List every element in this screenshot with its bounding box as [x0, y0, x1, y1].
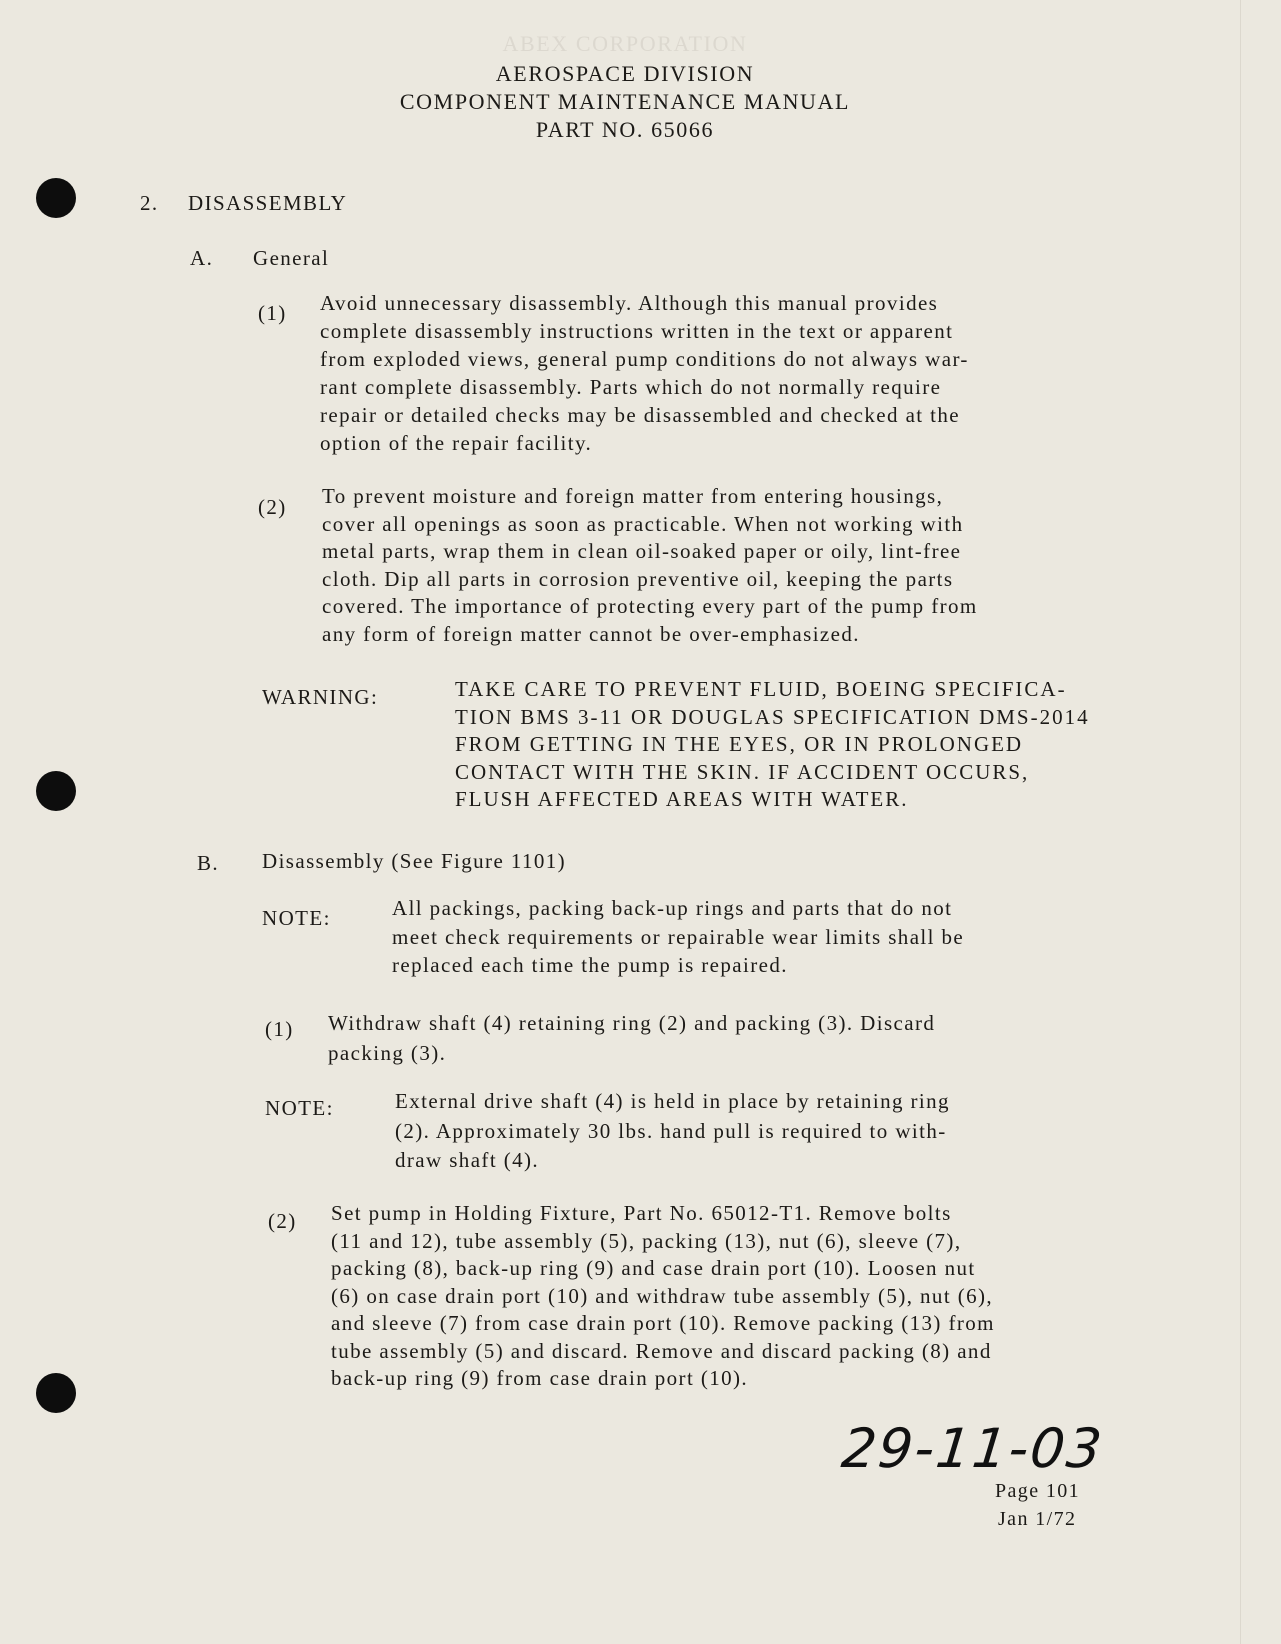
- text-line: TION BMS 3-11 OR DOUGLAS SPECIFICATION DMS-2014: [455, 704, 1090, 729]
- text-line: To prevent moisture and foreign matter from entering housings,: [322, 484, 944, 508]
- text-line: (6) on case drain port (10) and withdraw tube assembly (5), nut (6),: [331, 1283, 994, 1308]
- text-line: meet check requirements or repairable wear limits shall be: [392, 924, 965, 949]
- text-line: FLUSH AFFECTED AREAS WITH WATER.: [455, 787, 909, 811]
- text-line: packing (8), back-up ring (9) and case drain port (10). Loosen nut: [331, 1256, 976, 1280]
- text-line: TAKE CARE TO PREVENT FLUID, BOEING SPECIFICA-: [455, 677, 1067, 701]
- paragraph-a2: [322, 483, 978, 648]
- punch-hole: [36, 771, 76, 811]
- item-number: (2): [268, 1209, 297, 1233]
- paragraph-b2: [331, 1200, 995, 1393]
- sub-b-letter: B.: [197, 851, 220, 875]
- text-line: cover all openings as soon as practicable. When not working with: [322, 511, 964, 536]
- text-line: draw shaft (4).: [395, 1148, 540, 1172]
- note-label: NOTE:: [262, 906, 331, 930]
- text-line: All packings, packing back-up rings and parts that do not: [392, 896, 953, 920]
- text-line: Avoid unnecessary disassembly. Although this manual provides: [320, 291, 939, 315]
- header-division: AEROSPACE DIVISION: [495, 61, 755, 86]
- text-line: and sleeve (7) from case drain port (10). Remove packing (13) from: [331, 1311, 995, 1335]
- sub-a-title: General: [253, 246, 330, 270]
- text-line: rant complete disassembly. Parts which do not normally require: [320, 375, 942, 399]
- item-number: (2): [258, 495, 287, 519]
- text-line: metal parts, wrap them in clean oil-soaked paper or oily, lint-free: [322, 539, 962, 563]
- text-line: back-up ring (9) from case drain port (10).: [331, 1366, 749, 1390]
- text-line: Withdraw shaft (4) retaining ring (2) and packing (3). Discard: [328, 1011, 936, 1035]
- sub-a-letter: A.: [190, 246, 214, 270]
- text-line: replaced each time the pump is repaired.: [392, 953, 788, 977]
- text-line: repair or detailed checks may be disassembled and checked at the: [320, 403, 961, 427]
- text-line: CONTACT WITH THE SKIN. IF ACCIDENT OCCURS,: [455, 759, 1030, 784]
- text-line: covered. The importance of protecting every part of the pump from: [322, 594, 978, 618]
- text-line: tube assembly (5) and discard. Remove and discard packing (8) and: [331, 1338, 992, 1363]
- paragraph-b1: [328, 1008, 935, 1068]
- text-line: from exploded views, general pump conditions do not always war-: [320, 347, 969, 371]
- text-line: FROM GETTING IN THE EYES, OR IN PROLONGED: [455, 732, 1024, 756]
- text-line: cloth. Dip all parts in corrosion preventive oil, keeping the parts: [322, 566, 954, 591]
- text-line: (2). Approximately 30 lbs. hand pull is required to with-: [395, 1118, 947, 1143]
- header-manual: COMPONENT MAINTENANCE MANUAL: [399, 89, 851, 114]
- sub-b-title: Disassembly (See Figure 1101): [262, 849, 567, 873]
- item-number: (1): [265, 1017, 294, 1041]
- text-line: any form of foreign matter cannot be over-emphasized.: [322, 621, 860, 646]
- page-date: Jan 1/72: [998, 1508, 1077, 1530]
- header-part-no: PART NO. 65066: [535, 117, 715, 142]
- text-line: External drive shaft (4) is held in place by retaining ring: [395, 1089, 950, 1113]
- handwritten-chapter-ref: 29-11-03: [838, 1417, 1107, 1480]
- punch-hole: [36, 178, 76, 218]
- section-number: 2.: [140, 191, 159, 215]
- warning-text: [455, 676, 1090, 814]
- warning-label: WARNING:: [262, 685, 379, 709]
- faint-company-name: ABEX CORPORATION: [502, 31, 748, 56]
- section-title: DISASSEMBLY: [188, 191, 348, 215]
- paragraph-a1: [320, 289, 969, 457]
- page-edge: [1240, 0, 1241, 1644]
- text-line: (11 and 12), tube assembly (5), packing (13), nut (6), sleeve (7),: [331, 1228, 962, 1253]
- item-number: (1): [258, 301, 287, 325]
- page-number: Page 101: [995, 1480, 1081, 1502]
- note-text: [395, 1087, 950, 1176]
- punch-hole: [36, 1373, 76, 1413]
- text-line: option of the repair facility.: [320, 431, 593, 455]
- note-text: [392, 894, 964, 980]
- text-line: complete disassembly instructions written in the text or apparent: [320, 319, 954, 343]
- text-line: Set pump in Holding Fixture, Part No. 65012-T1. Remove bolts: [331, 1201, 952, 1225]
- text-line: packing (3).: [328, 1041, 447, 1065]
- note-label: NOTE:: [265, 1096, 334, 1120]
